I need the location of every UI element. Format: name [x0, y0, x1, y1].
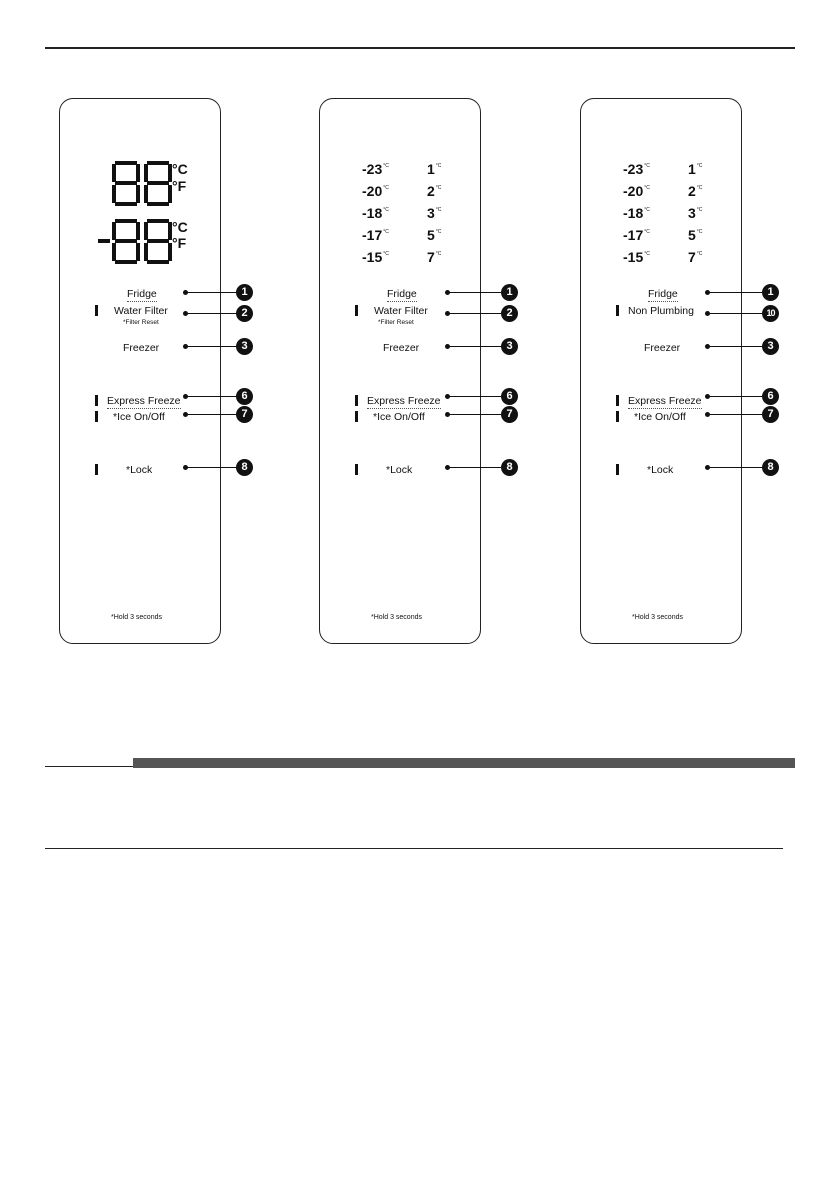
leader-line [709, 467, 762, 468]
fridge-temp: $1^{^\circ C}$ [688, 161, 703, 177]
lock-button[interactable]: *Lock [647, 464, 674, 476]
indicator-bar [355, 305, 358, 316]
fahrenheit-unit-bottom: °F [172, 235, 187, 251]
indicator-bar [616, 305, 619, 316]
control-panel-celsius-water [319, 98, 481, 644]
fridge-temp: $7^{^\circ C}$ [427, 249, 442, 265]
non-plumbing-button[interactable]: Non Plumbing [628, 305, 694, 317]
fridge-button[interactable]: Fridge [127, 288, 157, 300]
callout-marker: 8 [501, 459, 518, 476]
fahrenheit-unit-top: °F [172, 178, 187, 194]
freezer-temp: $-23^{^\circ C}$ [623, 161, 650, 177]
callout-marker: 7 [501, 406, 518, 423]
leader-line [709, 414, 762, 415]
ice-on-off-button[interactable]: *Ice On/Off [373, 411, 425, 423]
fridge-temp: $5^{^\circ C}$ [427, 227, 442, 243]
leader-line [187, 292, 237, 293]
hold-note: *Hold 3 seconds [371, 614, 422, 621]
section-rule-thin [45, 766, 133, 767]
indicator-bar [355, 411, 358, 422]
fridge-temp: $3^{^\circ C}$ [427, 205, 442, 221]
ice-on-off-button[interactable]: *Ice On/Off [113, 411, 165, 423]
leader-line [449, 346, 501, 347]
leader-line [187, 346, 237, 347]
hold-note: *Hold 3 seconds [632, 614, 683, 621]
section-banner-bar [133, 758, 795, 768]
freezer-temp: $-15^{^\circ C}$ [623, 249, 650, 265]
indicator-bar [616, 464, 619, 475]
indicator-bar [355, 395, 358, 406]
temperature-display-top [112, 161, 174, 207]
control-panel-celsius-nonplumbing [580, 98, 742, 644]
freezer-temp: $-18^{^\circ C}$ [623, 205, 650, 221]
filter-reset-note: *Filter Reset [378, 319, 414, 326]
leader-line [709, 396, 762, 397]
leader-line [449, 396, 501, 397]
fridge-temp: $7^{^\circ C}$ [688, 249, 703, 265]
indicator-bar [616, 395, 619, 406]
fridge-temp: $2^{^\circ C}$ [427, 183, 442, 199]
freezer-temp: $-17^{^\circ C}$ [362, 227, 389, 243]
leader-line [449, 292, 501, 293]
callout-marker: 7 [762, 406, 779, 423]
express-freeze-button[interactable]: Express Freeze [367, 395, 441, 407]
indicator-bar [95, 464, 98, 475]
indicator-bar [95, 411, 98, 422]
leader-line [709, 313, 762, 314]
leader-line [449, 313, 501, 314]
water-filter-button[interactable]: Water Filter [114, 305, 168, 317]
lock-button[interactable]: *Lock [386, 464, 413, 476]
callout-marker: 6 [762, 388, 779, 405]
callout-marker: 2 [236, 305, 253, 322]
freezer-temp: $-20^{^\circ C}$ [623, 183, 650, 199]
temperature-display-bottom [98, 219, 174, 265]
indicator-bar [616, 411, 619, 422]
filter-reset-note: *Filter Reset [123, 319, 159, 326]
callout-marker: 3 [501, 338, 518, 355]
celsius-unit-top: °C [172, 161, 188, 177]
freezer-temp: $-18^{^\circ C}$ [362, 205, 389, 221]
callout-marker: 7 [236, 406, 253, 423]
control-panel-display [59, 98, 221, 644]
callout-marker: 1 [501, 284, 518, 301]
hold-note: *Hold 3 seconds [111, 614, 162, 621]
callout-marker: 8 [762, 459, 779, 476]
callout-marker: 3 [236, 338, 253, 355]
lock-button[interactable]: *Lock [126, 464, 153, 476]
bottom-rule [45, 848, 783, 849]
indicator-bar [95, 395, 98, 406]
freezer-temp: $-23^{^\circ C}$ [362, 161, 389, 177]
fridge-temp: $1^{^\circ C}$ [427, 161, 442, 177]
callout-marker: 8 [236, 459, 253, 476]
ice-on-off-button[interactable]: *Ice On/Off [634, 411, 686, 423]
water-filter-button[interactable]: Water Filter [374, 305, 428, 317]
indicator-bar [355, 464, 358, 475]
freezer-temp: $-15^{^\circ C}$ [362, 249, 389, 265]
indicator-bar [95, 305, 98, 316]
callout-marker: 10 [762, 305, 779, 322]
callout-marker: 1 [762, 284, 779, 301]
freezer-button[interactable]: Freezer [383, 342, 420, 354]
callout-marker: 1 [236, 284, 253, 301]
freezer-temp: $-17^{^\circ C}$ [623, 227, 650, 243]
express-freeze-button[interactable]: Express Freeze [107, 395, 181, 407]
freezer-button[interactable]: Freezer [123, 342, 160, 354]
freezer-temp: $-20^{^\circ C}$ [362, 183, 389, 199]
fridge-temp: $3^{^\circ C}$ [688, 205, 703, 221]
celsius-unit-bottom: °C [172, 219, 188, 235]
leader-line [709, 292, 762, 293]
leader-line [449, 467, 501, 468]
leader-line [187, 467, 237, 468]
freezer-button[interactable]: Freezer [644, 342, 681, 354]
callout-marker: 2 [501, 305, 518, 322]
fridge-temp: $5^{^\circ C}$ [688, 227, 703, 243]
leader-line [187, 396, 237, 397]
callout-marker: 6 [236, 388, 253, 405]
fridge-button[interactable]: Fridge [648, 288, 678, 300]
callout-marker: 3 [762, 338, 779, 355]
callout-marker: 6 [501, 388, 518, 405]
leader-line [187, 313, 237, 314]
top-rule [45, 47, 795, 49]
leader-line [709, 346, 762, 347]
leader-line [449, 414, 501, 415]
leader-line [187, 414, 237, 415]
express-freeze-button[interactable]: Express Freeze [628, 395, 702, 407]
fridge-button[interactable]: Fridge [387, 288, 417, 300]
fridge-temp: $2^{^\circ C}$ [688, 183, 703, 199]
